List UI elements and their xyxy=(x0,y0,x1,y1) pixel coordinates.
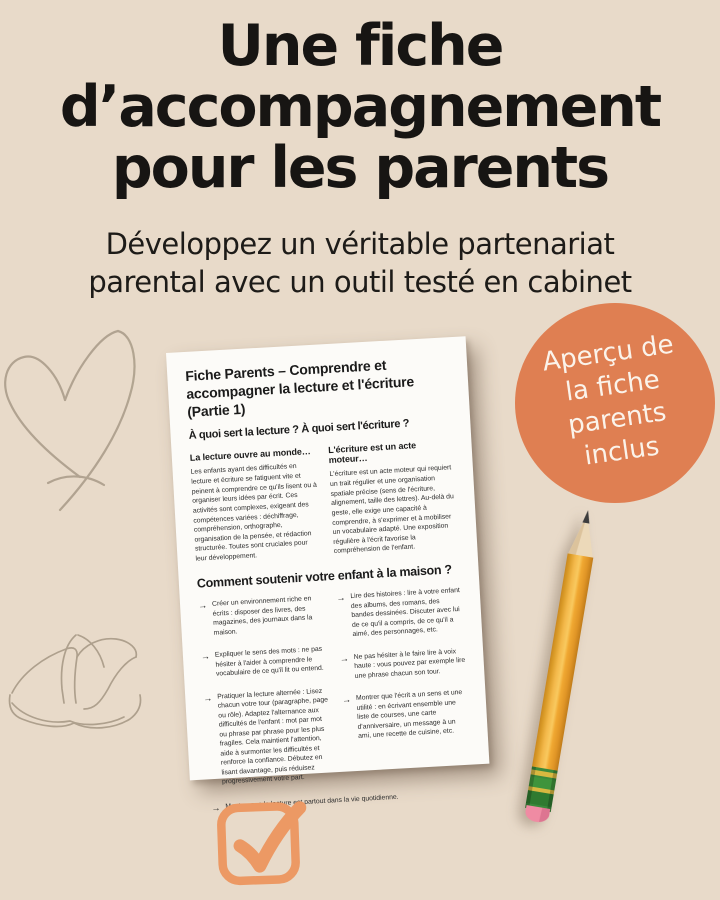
title-line-3: pour les parents xyxy=(111,135,609,201)
bullet-text: Créer un environnement riche en écrits : disposer des livres, des magazines, des journaux dans la maison. xyxy=(211,595,313,637)
header xyxy=(0,13,720,301)
title-line-2: d’accompagnement xyxy=(59,74,661,140)
list-item xyxy=(340,646,467,682)
arrow-icon: → xyxy=(200,651,211,662)
pencil-illustration xyxy=(522,508,602,824)
badge-line-4: inclus xyxy=(582,431,662,472)
bullet-column-left xyxy=(198,594,335,801)
preview-badge xyxy=(515,303,715,503)
page-subtitle xyxy=(0,225,720,301)
title-line-1: Une fiche xyxy=(217,13,503,79)
subtitle-line-1: Développez un véritable partenariat xyxy=(105,227,615,261)
document-intro-columns xyxy=(190,438,460,564)
list-item xyxy=(336,586,464,641)
list-item xyxy=(198,594,325,639)
badge-line-2: la fiche xyxy=(563,364,662,408)
bullet-text: Expliquer le sens des mots : ne pas hésiter à l'aider à comprendre le vocabulaire de ce qu'il lit ou entend. xyxy=(214,645,324,678)
left-column-body: Les enfants ayant des difficultés en lecture et écriture se fatiguent vite et peinent à comprendre ce qu'ils lisent ou à organiser leurs idées par écrit. Ces activités sont complexes, exigeant des compétences variées : déchiffrage, compréhension, orthographe, organisation de la pensée, et rédaction structurée. Toutes sont cruciales pour leur développement. xyxy=(190,463,318,563)
badge-line-1: Aperçu de xyxy=(540,329,676,378)
arrow-icon: → xyxy=(197,600,208,611)
arrow-icon: → xyxy=(339,652,350,664)
list-item xyxy=(342,688,470,743)
arrow-icon: → xyxy=(203,692,213,704)
document-bullet-columns xyxy=(198,586,473,801)
checked-checkbox-icon xyxy=(211,792,314,895)
right-column-body: L'écriture est un acte moteur qui requiert un trait régulier et une organisation spatiale précise (sens de l'écriture, alignement, taille des lettres). Au-delà du geste, elle exige une capacité à comprendre, à s'exprimer et à mobiliser un vocabulaire adapté. Une exposition régulière à l'écrit favorise la compréhension de l'enfant. xyxy=(329,464,454,556)
document-title: Fiche Parents – Comprendre et accompagner la lecture et l'écriture (Partie 1) xyxy=(184,356,415,420)
bullet-text: Ne pas hésiter à le faire lire à voix haute : vous pouvez par exemple lire une phrase chacun son tour. xyxy=(353,647,466,680)
left-column-heading: La lecture ouvre au monde… xyxy=(189,446,311,464)
page-title xyxy=(0,13,720,201)
bullet-text: Pratiquer la lecture alternée : Lisez chacun votre tour (paragraphe, page ou rôle). Adaptez l'alternance aux difficultés de l'enfant : mot par mot ou phrase par phrase pour les plus fragiles. Cela maintient l'attention, aide à surmonter les difficultés et renforce la confiance. Débutez en lisant davantage, puis réduisez progressivement votre part. xyxy=(217,687,329,786)
document-question: À quoi sert la lecture ? À quoi sert l'écriture ? xyxy=(188,417,410,443)
list-item xyxy=(203,686,334,788)
badge-line-3: parents xyxy=(566,397,669,441)
arrow-icon: → xyxy=(336,592,346,603)
intro-column-left xyxy=(190,446,322,565)
fiche-document xyxy=(166,336,489,813)
list-item xyxy=(201,645,328,681)
bullet-text: Lire des histoires : lire à votre enfant des albums, des romans, des bandes dessinées. Discuter avec lui de ce qu'il a compris, de ce qu'il a aimé, des personnages, etc. xyxy=(350,587,460,639)
document-section-title: Comment soutenir votre enfant à la maison ? xyxy=(196,562,453,591)
right-column-heading: L'écriture est un acte moteur… xyxy=(327,440,417,466)
arrow-icon: → xyxy=(211,802,221,813)
heart-sketch-icon xyxy=(0,325,150,515)
bullet-text: Montrer que l'écrit a un sens et une utilité : en écrivant ensemble une liste de courses, une carte d'anniversaire, un message à un ami, une recette de cuisine, etc. xyxy=(355,689,463,741)
bullet-text: Montrer que la lecture est partout dans la vie quotidienne. xyxy=(225,793,399,811)
bullet-column-right xyxy=(336,586,473,793)
preview-badge-text xyxy=(540,328,689,477)
book-sketch-icon xyxy=(4,633,154,748)
intro-column-right xyxy=(328,438,460,557)
arrow-icon: → xyxy=(341,694,352,705)
subtitle-line-2: parental avec un outil testé en cabinet xyxy=(88,265,632,299)
